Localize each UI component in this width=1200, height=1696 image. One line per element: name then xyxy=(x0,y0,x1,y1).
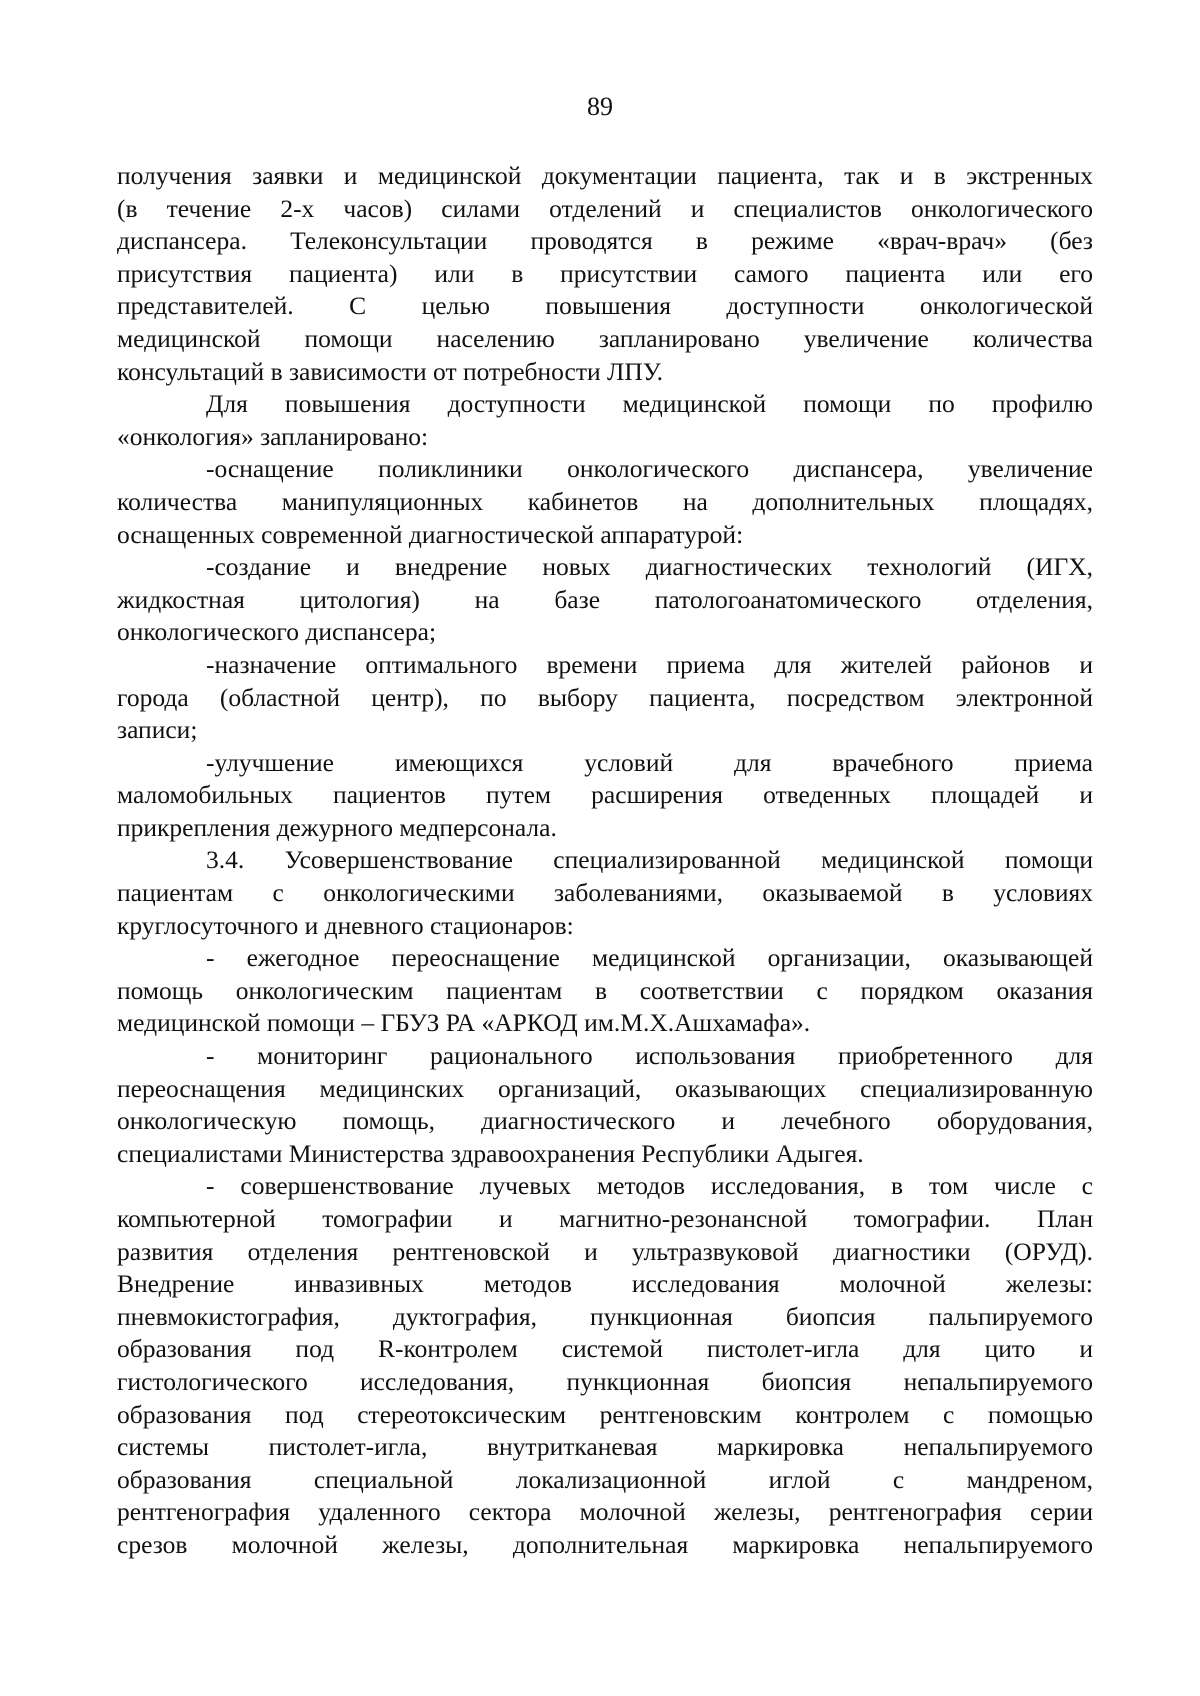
text-line: развития отделения рентгеновской и ультразвуковой диагностики (ОРУД). xyxy=(117,1236,1093,1266)
text-line: - мониторинг рационального использования приобретенного для xyxy=(206,1041,1093,1071)
text-line: системы пистолет-игла, внутритканевая маркировка непальпируемого xyxy=(117,1432,1093,1462)
page-number: 89 xyxy=(587,92,613,121)
text-line: - ежегодное переоснащение медицинской организации, оказывающей xyxy=(206,943,1093,973)
text-line: онкологическую помощь, диагностического и лечебного оборудования, xyxy=(117,1106,1093,1136)
text-line: - совершенствование лучевых методов исследования, в том числе с xyxy=(206,1171,1093,1201)
text-line: -создание и внедрение новых диагностических технологий (ИГХ, xyxy=(206,552,1093,582)
text-line: переоснащения медицинских организаций, оказывающих специализированную xyxy=(117,1073,1093,1103)
text-line: срезов молочной железы, дополнительная маркировка непальпируемого xyxy=(117,1529,1093,1559)
text-line: онкологического диспансера; xyxy=(117,617,437,647)
text-line: прикрепления дежурного медперсонала. xyxy=(117,812,557,842)
text-line: пневмокистография, дуктография, пункционная биопсия пальпируемого xyxy=(117,1301,1093,1331)
text-line: присутствия пациента) или в присутствии самого пациента или его xyxy=(117,258,1093,288)
text-line: Для повышения доступности медицинской помощи по профилю xyxy=(206,389,1093,419)
text-line: диспансера. Телеконсультации проводятся в режиме «врач-врач» (без xyxy=(117,226,1093,256)
text-line: специалистами Министерства здравоохранения Республики Адыгея. xyxy=(117,1138,864,1168)
text-line: медицинской помощи – ГБУЗ РА «АРКОД им.М.Х.Ашхамафа». xyxy=(117,1008,811,1038)
text-line: -оснащение поликлиники онкологического диспансера, увеличение xyxy=(206,454,1093,484)
text-line: количества манипуляционных кабинетов на дополнительных площадях, xyxy=(117,486,1093,516)
text-line: консультаций в зависимости от потребности ЛПУ. xyxy=(117,356,664,386)
text-line: -улучшение имеющихся условий для врачебного приема xyxy=(206,747,1093,777)
text-line: маломобильных пациентов путем расширения отведенных площадей и xyxy=(117,780,1093,810)
text-line: записи; xyxy=(117,715,198,745)
text-line: жидкостная цитология) на базе патологоанатомического отделения, xyxy=(117,584,1093,614)
text-line: -назначение оптимального времени приема для жителей районов и xyxy=(206,649,1093,679)
text-line: (в течение 2-х часов) силами отделений и специалистов онкологического xyxy=(117,193,1093,223)
body-text xyxy=(117,160,1093,1562)
text-line: образования специальной локализационной иглой с мандреном, xyxy=(117,1464,1093,1494)
text-line: круглосуточного и дневного стационаров: xyxy=(117,910,574,940)
text-line: представителей. С целью повышения доступности онкологической xyxy=(117,291,1093,321)
text-line: «онкология» запланировано: xyxy=(117,421,429,451)
text-line: образования под стереотоксическим рентгеновским контролем с помощью xyxy=(117,1399,1093,1429)
text-line: помощь онкологическим пациентам в соответствии с порядком оказания xyxy=(117,975,1093,1005)
text-line: пациентам с онкологическими заболеваниями, оказываемой в условиях xyxy=(117,878,1093,908)
text-line: 3.4. Усовершенствование специализированной медицинской помощи xyxy=(206,845,1093,875)
text-line: рентгенография удаленного сектора молочной железы, рентгенография серии xyxy=(117,1497,1093,1527)
text-line: получения заявки и медицинской документации пациента, так и в экстренных xyxy=(117,161,1093,190)
text-line: Внедрение инвазивных методов исследования молочной железы: xyxy=(117,1269,1093,1299)
text-line: гистологического исследования, пункционная биопсия непальпируемого xyxy=(117,1366,1093,1396)
text-line: компьютерной томографии и магнитно-резонансной томографии. План xyxy=(117,1204,1093,1233)
text-line: оснащенных современной диагностической аппаратурой: xyxy=(117,519,744,549)
text-line: образования под R-контролем системой пистолет-игла для цито и xyxy=(117,1334,1093,1364)
text-line: города (областной центр), по выбору пациента, посредством электронной xyxy=(117,682,1093,712)
text-line: медицинской помощи населению запланировано увеличение количества xyxy=(117,323,1093,353)
